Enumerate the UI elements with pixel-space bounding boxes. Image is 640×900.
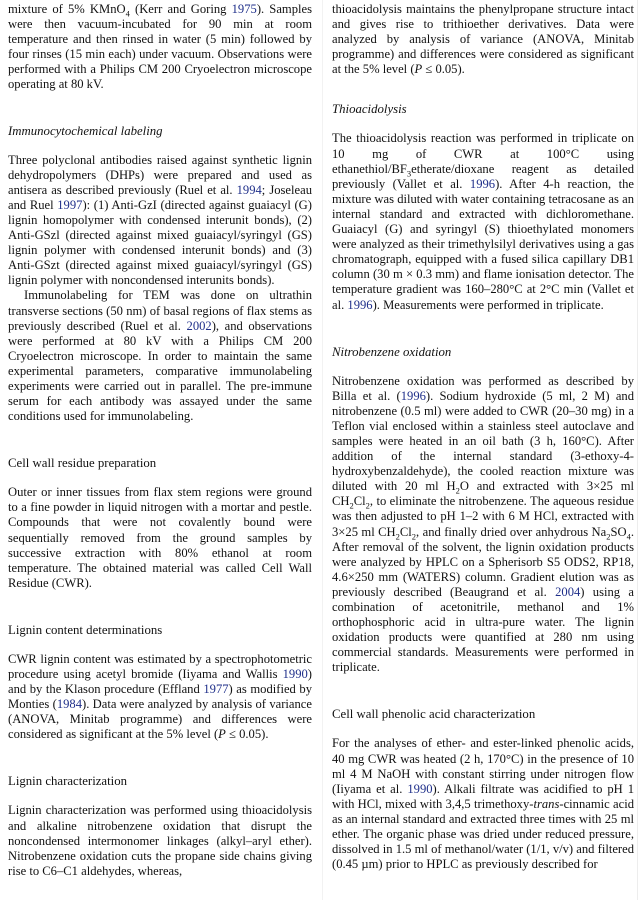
section-heading-cell-wall-residue: Cell wall residue preparation xyxy=(8,456,157,471)
citation-link[interactable]: 1996 xyxy=(469,176,496,191)
citation-link[interactable]: 1997 xyxy=(57,197,83,212)
paragraph-kmno4: mixture of 5% KMnO$_4$ (Kerr and Goring 1975). Samples were then vacuum-incubated for 90 min at room temperature and then rinsed in water (5 min) followed by four rinses (15 min each) under vacuum. Observations were performed with a Philips CM 200 Cryoelectron microscope operating at 80 kV. xyxy=(8,2,312,92)
paragraph-antibodies: Three polyclonal antibodies raised against synthetic lignin dehydropolymers (DHPs) were prepared and used as antisera as described previously (Ruel et al. 1994; Joseleau and Ruel 1997): (1) Anti-GzI (directed against guaiacyl (G) lignin homopolymer with condensed interunit bonds), (2) Anti-GSzl (directed against mixed guaiacyl/syringyl (GS) lignin polymer with condensed interunit bonds) and (3) Anti-GSzt (directed against mixed guaiacyl/syringyl (GS) lignin polymer with noncondensed interunits bonds). xyxy=(8,152,312,288)
paragraph-immunolabeling: Immunolabeling for TEM was done on ultrathin transverse sections (50 nm) of basal regions of flax stems as previously described (Ruel et al. 2002), and observations were performed at 80 kV with a Philips CM 200 Cryoelectron microscope. In order to maintain the same experimental parameters, comparative immunolabeling experiments were carried out in parallel. The pre-immune serum for each antibody was assayed under the same conditions used for immunolabeling. xyxy=(8,288,313,424)
citation-link[interactable]: 1990 xyxy=(407,781,433,796)
paragraph-phenolic-acid: For the analyses of ether- and ester-linked phenolic acids, 40 mg CWR was heated (2 h, 170°C) in the presence of 10 ml 4 M NaOH with constant stirring under nitrogen flow (Iiyama et al. 1990). Alkali filtrate was acidified to pH 1 with HCl, mixed with 3,4,5 trimethoxy-trans-cinnamic acid as an internal standard and extracted three times with 25 ml ether. The organic phase was dried under reduced pressure, dissolved in 1.5 ml of methanol/water (1/1, v/v) and filtered (0.45 µm) prior to HPLC as previously described for xyxy=(332,736,634,872)
section-heading-immunocytochemical: Immunocytochemical labeling xyxy=(8,123,163,138)
citation-link[interactable]: 1990 xyxy=(282,667,308,681)
paragraph-lignin-characterization: Lignin characterization was performed using thioacidolysis and alkaline nitrobenzene oxidation that disrupt the noncondensed intermonomer linkages (alkyl–aryl ether). Nitrobenzene oxidation cuts the propane side chains giving rise to C6–C1 aldehydes, whereas, xyxy=(8,803,312,878)
section-heading-lignin-characterization: Lignin characterization xyxy=(8,774,128,789)
citation-link[interactable]: 2004 xyxy=(555,584,581,599)
section-heading-nitrobenzene-oxidation: Nitrobenzene oxidation xyxy=(332,344,452,359)
paragraph-nitrobenzene-oxidation: Nitrobenzene oxidation was performed as described by Billa et al. (1996). Sodium hydroxide (5 ml, 2 M) and nitrobenzene (0.5 ml) were added to CWR (20–30 mg) in a Teflon vial enclosed within a stainless steel autoclave and samples were heated in an oil bath (3 h, 160°C). After addition of the internal standard (3-ethoxy-4-hydroxybenzaldehyde), the cooled reaction mixture was diluted with 20 ml $H_2O$ and extracted with 3×25 ml $CH_2Cl_2$, to eliminate the nitrobenzene. The aqueous residue was then adjusted to pH 1–2 with 6 M HCl, extracted with 3×25 ml $CH_2Cl_2$, and finally dried over anhydrous $Na_2SO_4$. After removal of the solvent, the lignin oxidation products were analyzed by HPLC on a Spherisorb S5 ODS2, RP18, 4.6×250 mm (WATERS) column. Gradient elution was as previously described (Beaugrand et al. 2004) using a combination of acetonitrile, methanol and 1% orthophosphoric acid in ultra-pure water. The lignin oxidation products were quantified at 280 nm using commercial standards. Measurements were performed in triplicate. xyxy=(332,373,634,675)
page-edge xyxy=(637,0,638,900)
right-column xyxy=(332,0,634,872)
citation-link[interactable]: 1975 xyxy=(231,2,257,16)
paragraph-thioacidolysis-intro: thioacidolysis maintains the phenylpropane structure intact and gives rise to trithioether derivatives. Data were analyzed by analysis of variance (ANOVA, Minitab programme) and differences were considered as significant at the 5% level (P ≤ 0.05). xyxy=(332,2,634,77)
section-heading-thioacidolysis: Thioacidolysis xyxy=(332,102,407,117)
paragraph-lignin-content: CWR lignin content was estimated by a spectrophotometric procedure using acetyl bromide (Iiyama and Wallis 1990) and by the Klason procedure (Effland 1977) as modified by Monties (1984). Data were analyzed by analysis of variance (ANOVA, Minitab programme) and differences were considered as significant at the 5% level (P ≤ 0.05). xyxy=(8,651,312,742)
section-heading-phenolic-acid: Cell wall phenolic acid characterization xyxy=(332,707,536,722)
citation-link[interactable]: 1996 xyxy=(347,297,373,312)
column-divider xyxy=(322,0,323,900)
citation-link[interactable]: 1994 xyxy=(236,182,262,197)
citation-link[interactable]: 1996 xyxy=(400,388,426,403)
citation-link[interactable]: 1984 xyxy=(56,697,82,712)
paragraph-cell-wall-residue: Outer or inner tissues from flax stem regions were ground to a fine powder in liquid nitrogen with a mortar and pestle. Compounds that were not covalently bound were sequentially removed from the ground samples by successive extraction with 80% ethanol at room temperature. The obtained material was called Cell Wall Residue (CWR). xyxy=(8,485,312,590)
section-heading-lignin-content: Lignin content determinations xyxy=(8,622,163,637)
left-column xyxy=(8,0,312,879)
paragraph-thioacidolysis: The thioacidolysis reaction was performed in triplicate on 10 mg of CWR at 100°C using ethanethiol/$BF_3etherate$/dioxane reagent as detailed previously (Vallet et al. 1996). After 4-h reaction, the mixture was diluted with water containing tetracosane as an internal standard and extracted with dichloromethane. Guaiacyl (G) and syringyl (S) thioethylated monomers were analyzed as their trimethylsilyl derivatives using a gas chromatograph, equipped with a fused silica capillary DB1 column (30 m × 0.3 mm) and flame ionisation detector. The temperature gradient was 160–280°C at 2°C min (Vallet et al. 1996). Measurements were performed in triplicate. xyxy=(332,131,634,312)
citation-link[interactable]: 2002 xyxy=(186,318,212,333)
citation-link[interactable]: 1977 xyxy=(203,682,229,697)
